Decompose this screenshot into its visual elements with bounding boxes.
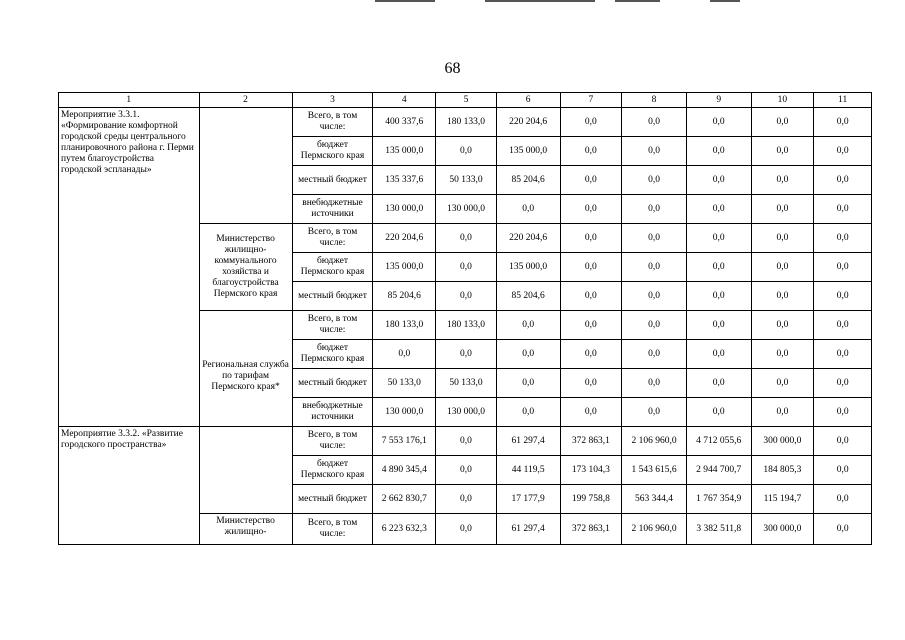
amount-cell: 220 204,6 xyxy=(373,224,436,253)
amount-cell: 0,0 xyxy=(622,282,687,311)
executor-cell xyxy=(199,427,292,514)
amount-cell: 2 106 960,0 xyxy=(622,514,687,545)
amount-cell: 2 106 960,0 xyxy=(622,427,687,456)
amount-cell: 0,0 xyxy=(751,224,814,253)
column-header: 11 xyxy=(814,93,872,108)
amount-cell: 0,0 xyxy=(814,514,872,545)
funding-source-cell: бюджет Пермского края xyxy=(292,340,373,369)
amount-cell: 0,0 xyxy=(686,166,751,195)
funding-source-cell: местный бюджет xyxy=(292,485,373,514)
amount-cell: 50 133,0 xyxy=(373,369,436,398)
amount-cell: 135 000,0 xyxy=(496,253,560,282)
amount-cell: 0,0 xyxy=(622,253,687,282)
amount-cell: 0,0 xyxy=(751,108,814,137)
amount-cell: 0,0 xyxy=(496,195,560,224)
amount-cell: 0,0 xyxy=(686,195,751,224)
amount-cell: 0,0 xyxy=(686,253,751,282)
amount-cell: 300 000,0 xyxy=(751,427,814,456)
amount-cell: 0,0 xyxy=(560,311,622,340)
amount-cell: 0,0 xyxy=(814,224,872,253)
amount-cell: 0,0 xyxy=(814,108,872,137)
amount-cell: 2 944 700,7 xyxy=(686,456,751,485)
amount-cell: 0,0 xyxy=(560,369,622,398)
amount-cell: 0,0 xyxy=(751,253,814,282)
amount-cell: 0,0 xyxy=(814,456,872,485)
amount-cell: 0,0 xyxy=(686,398,751,427)
funding-source-cell: внебюджетные источники xyxy=(292,195,373,224)
amount-cell: 0,0 xyxy=(496,398,560,427)
amount-cell: 61 297,4 xyxy=(496,514,560,545)
amount-cell: 6 223 632,3 xyxy=(373,514,436,545)
amount-cell: 0,0 xyxy=(560,224,622,253)
amount-cell: 0,0 xyxy=(560,195,622,224)
amount-cell: 0,0 xyxy=(560,282,622,311)
amount-cell: 0,0 xyxy=(436,340,497,369)
amount-cell: 220 204,6 xyxy=(496,108,560,137)
amount-cell: 0,0 xyxy=(622,166,687,195)
amount-cell: 0,0 xyxy=(436,514,497,545)
amount-cell: 1 543 615,6 xyxy=(622,456,687,485)
executor-cell: Региональная служба по тарифам Пермского края* xyxy=(199,311,292,427)
column-header: 4 xyxy=(373,93,436,108)
amount-cell: 372 863,1 xyxy=(560,427,622,456)
amount-cell: 0,0 xyxy=(686,369,751,398)
amount-cell: 44 119,5 xyxy=(496,456,560,485)
executor-cell: Министерство жилищно-коммунального хозяйства и благоустройства Пермского края xyxy=(199,224,292,311)
amount-cell: 135 000,0 xyxy=(373,253,436,282)
funding-source-cell: Всего, в том числе: xyxy=(292,311,373,340)
amount-cell: 85 204,6 xyxy=(496,282,560,311)
amount-cell: 61 297,4 xyxy=(496,427,560,456)
amount-cell: 0,0 xyxy=(560,398,622,427)
amount-cell: 0,0 xyxy=(751,369,814,398)
amount-cell: 400 337,6 xyxy=(373,108,436,137)
amount-cell: 0,0 xyxy=(560,340,622,369)
funding-source-cell: Всего, в том числе: xyxy=(292,427,373,456)
table-row xyxy=(59,427,872,456)
amount-cell: 180 133,0 xyxy=(373,311,436,340)
amount-cell: 180 133,0 xyxy=(436,311,497,340)
amount-cell: 0,0 xyxy=(814,340,872,369)
amount-cell: 0,0 xyxy=(560,166,622,195)
amount-cell: 300 000,0 xyxy=(751,514,814,545)
amount-cell: 220 204,6 xyxy=(496,224,560,253)
amount-cell: 130 000,0 xyxy=(373,195,436,224)
amount-cell: 0,0 xyxy=(622,224,687,253)
amount-cell: 0,0 xyxy=(814,369,872,398)
funding-source-cell: местный бюджет xyxy=(292,369,373,398)
amount-cell: 0,0 xyxy=(686,340,751,369)
amount-cell: 135 337,6 xyxy=(373,166,436,195)
executor-cell xyxy=(199,108,292,224)
amount-cell: 0,0 xyxy=(622,311,687,340)
funding-source-cell: Всего, в том числе: xyxy=(292,514,373,545)
amount-cell: 0,0 xyxy=(436,224,497,253)
table-body xyxy=(59,108,872,545)
amount-cell: 0,0 xyxy=(814,137,872,166)
budget-table xyxy=(58,92,872,545)
funding-source-cell: внебюджетные источники xyxy=(292,398,373,427)
amount-cell: 0,0 xyxy=(814,166,872,195)
amount-cell: 0,0 xyxy=(814,427,872,456)
amount-cell: 0,0 xyxy=(436,282,497,311)
amount-cell: 0,0 xyxy=(751,137,814,166)
amount-cell: 0,0 xyxy=(751,166,814,195)
funding-source-cell: бюджет Пермского края xyxy=(292,137,373,166)
amount-cell: 130 000,0 xyxy=(436,398,497,427)
funding-source-cell: бюджет Пермского края xyxy=(292,253,373,282)
amount-cell: 0,0 xyxy=(686,224,751,253)
amount-cell: 0,0 xyxy=(436,253,497,282)
amount-cell: 0,0 xyxy=(436,485,497,514)
amount-cell: 0,0 xyxy=(622,137,687,166)
column-number-row xyxy=(59,93,872,108)
amount-cell: 0,0 xyxy=(622,369,687,398)
amount-cell: 0,0 xyxy=(622,108,687,137)
amount-cell: 0,0 xyxy=(751,398,814,427)
table-row xyxy=(59,108,872,137)
amount-cell: 0,0 xyxy=(686,282,751,311)
top-scan-marks xyxy=(0,0,905,6)
column-header: 2 xyxy=(199,93,292,108)
amount-cell: 130 000,0 xyxy=(373,398,436,427)
column-header: 10 xyxy=(751,93,814,108)
amount-cell: 0,0 xyxy=(814,311,872,340)
funding-source-cell: Всего, в том числе: xyxy=(292,108,373,137)
event-name-cell: Мероприятие 3.3.1. «Формирование комфортной городской среды центрального планировочного района г. Перми путем благоустройства городской эспланады» xyxy=(59,108,200,427)
amount-cell: 0,0 xyxy=(751,282,814,311)
amount-cell: 4 890 345,4 xyxy=(373,456,436,485)
amount-cell: 0,0 xyxy=(436,456,497,485)
amount-cell: 184 805,3 xyxy=(751,456,814,485)
amount-cell: 135 000,0 xyxy=(373,137,436,166)
amount-cell: 0,0 xyxy=(686,137,751,166)
amount-cell: 0,0 xyxy=(814,398,872,427)
amount-cell: 0,0 xyxy=(560,137,622,166)
funding-source-cell: бюджет Пермского края xyxy=(292,456,373,485)
amount-cell: 130 000,0 xyxy=(436,195,497,224)
column-header: 9 xyxy=(686,93,751,108)
amount-cell: 0,0 xyxy=(814,282,872,311)
amount-cell: 50 133,0 xyxy=(436,166,497,195)
amount-cell: 0,0 xyxy=(560,253,622,282)
column-header: 8 xyxy=(622,93,687,108)
amount-cell: 0,0 xyxy=(496,369,560,398)
amount-cell: 1 767 354,9 xyxy=(686,485,751,514)
amount-cell: 0,0 xyxy=(814,485,872,514)
amount-cell: 0,0 xyxy=(751,195,814,224)
amount-cell: 85 204,6 xyxy=(496,166,560,195)
amount-cell: 0,0 xyxy=(622,340,687,369)
amount-cell: 17 177,9 xyxy=(496,485,560,514)
amount-cell: 135 000,0 xyxy=(496,137,560,166)
amount-cell: 173 104,3 xyxy=(560,456,622,485)
amount-cell: 0,0 xyxy=(814,253,872,282)
amount-cell: 0,0 xyxy=(560,108,622,137)
amount-cell: 0,0 xyxy=(686,108,751,137)
amount-cell: 0,0 xyxy=(686,311,751,340)
column-header: 7 xyxy=(560,93,622,108)
column-header: 3 xyxy=(292,93,373,108)
amount-cell: 0,0 xyxy=(814,195,872,224)
amount-cell: 85 204,6 xyxy=(373,282,436,311)
amount-cell: 0,0 xyxy=(436,137,497,166)
amount-cell: 0,0 xyxy=(751,340,814,369)
funding-source-cell: Всего, в том числе: xyxy=(292,224,373,253)
amount-cell: 115 194,7 xyxy=(751,485,814,514)
column-header: 1 xyxy=(59,93,200,108)
amount-cell: 0,0 xyxy=(373,340,436,369)
page-number: 68 xyxy=(444,60,461,77)
amount-cell: 563 344,4 xyxy=(622,485,687,514)
funding-source-cell: местный бюджет xyxy=(292,282,373,311)
amount-cell: 2 662 830,7 xyxy=(373,485,436,514)
column-header: 5 xyxy=(436,93,497,108)
amount-cell: 0,0 xyxy=(622,195,687,224)
amount-cell: 0,0 xyxy=(436,427,497,456)
amount-cell: 0,0 xyxy=(622,398,687,427)
amount-cell: 4 712 055,6 xyxy=(686,427,751,456)
funding-source-cell: местный бюджет xyxy=(292,166,373,195)
amount-cell: 372 863,1 xyxy=(560,514,622,545)
amount-cell: 180 133,0 xyxy=(436,108,497,137)
event-name-cell: Мероприятие 3.3.2. «Развитие городского пространства» xyxy=(59,427,200,545)
amount-cell: 0,0 xyxy=(751,311,814,340)
amount-cell: 0,0 xyxy=(496,311,560,340)
amount-cell: 50 133,0 xyxy=(436,369,497,398)
amount-cell: 0,0 xyxy=(496,340,560,369)
amount-cell: 199 758,8 xyxy=(560,485,622,514)
amount-cell: 7 553 176,1 xyxy=(373,427,436,456)
executor-cell: Министерство жилищно- xyxy=(199,514,292,545)
column-header: 6 xyxy=(496,93,560,108)
amount-cell: 3 382 511,8 xyxy=(686,514,751,545)
